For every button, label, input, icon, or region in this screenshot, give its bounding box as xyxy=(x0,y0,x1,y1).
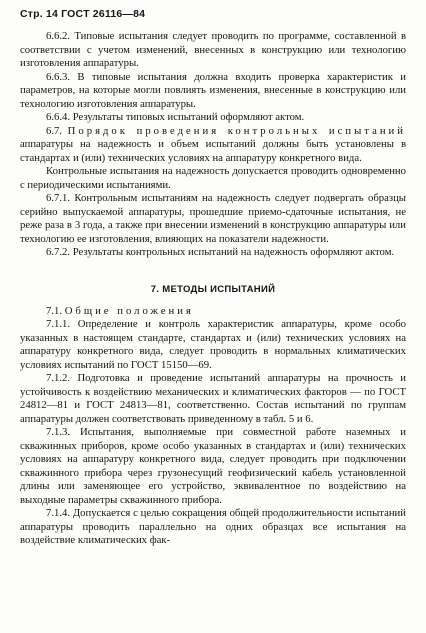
paragraph-6-6-3: 6.6.3. В типовые испытания должна входить проверка характеристик и параметров, на которые могли повлиять изменения, внесенные в конструкцию или технологию изготовления аппаратуры. xyxy=(20,70,406,110)
document-body xyxy=(20,30,406,548)
paragraph-7-1-number: 7.1. xyxy=(46,304,63,317)
paragraph-6-7-number: 6.7. xyxy=(46,124,63,137)
paragraph-7-1-2: 7.1.2. Подготовка и проведение испытаний аппаратуры на прочность и устойчивость к воздействию механических и климатических факторов — по ГОСТ 24812—81 и ГОСТ 24813—81, соответственно. Состав испытаний по группам аппаратуры должен соответствовать приведенному в табл. 5 и 6. xyxy=(20,372,406,425)
paragraph-6-6-4: 6.6.4. Результаты типовых испытаний оформляют актом. xyxy=(46,111,305,123)
paragraph-6-7-text: аппаратуры на надежность и объем испытаний должны быть установлены в стандартах и (или) технических условиях на аппаратуру конкретного вида. xyxy=(20,138,406,164)
paragraph-6-7 xyxy=(20,125,406,166)
paragraph-7-1-3: 7.1.3. Испытания, выполняемые при совместной работе наземных и скважинных приборов, кроме особо указанных в стандартах и (или) технических условиях на аппаратуру конкретного вида, следует проводить при подключении скважинного прибора через грузонесущий геофизический кабель установленной длины или заменяющее его устройство, эквивалентное по воздействию на выходные параметры скважинного прибора. xyxy=(20,426,406,506)
section-title: 7. МЕТОДЫ ИСПЫТАНИЙ xyxy=(150,283,276,295)
paragraph-7-1-1: 7.1.1. Определение и контроль характеристик аппаратуры, кроме особо указанных в настоящем стандарте, стандартах и (или) технических условиях на аппаратуру конкретного вида, следует проводить в нормальных климатических условиях испытаний по ГОСТ 15150—69. xyxy=(20,318,406,371)
paragraph-6-7-2: 6.7.2. Результаты контрольных испытаний на надежность оформляют актом. xyxy=(46,246,395,258)
paragraph-7-1-4: 7.1.4. Допускается с целью сокращения общей продолжительности испытаний аппаратуры проводить параллельно на одних образцах все испытания на воздействие климатических фак- xyxy=(20,507,406,546)
paragraph-6-6-2: 6.6.2. Типовые испытания следует проводить по программе, составленной в соответствии с учетом изменений, внесенных в конструкцию или технологию изготовления аппаратуры. xyxy=(20,30,406,69)
paragraph-6-7-spaced-heading: Порядок проведения контрольных испытаний xyxy=(67,124,406,137)
paragraph-control-tests: Контрольные испытания на надежность допускается проводить одновременно с периодическими испытаниями. xyxy=(20,165,406,191)
paragraph-7-1-spaced-heading: Общие положения xyxy=(64,304,194,317)
paragraph-7-1 xyxy=(20,305,406,319)
page-header: Стр. 14 ГОСТ 26116—84 xyxy=(20,8,146,20)
paragraph-6-7-1: 6.7.1. Контрольным испытаниям на надежность следует подвергать образцы серийно выпускаемой аппаратуры, прошедшие приемо-сдаточные испытания, не реже раза в 3 года, а также при внесении изменений в конструкцию аппаратуры или технологию ее изготовления, влияющих на показатели надежности. xyxy=(20,192,406,245)
